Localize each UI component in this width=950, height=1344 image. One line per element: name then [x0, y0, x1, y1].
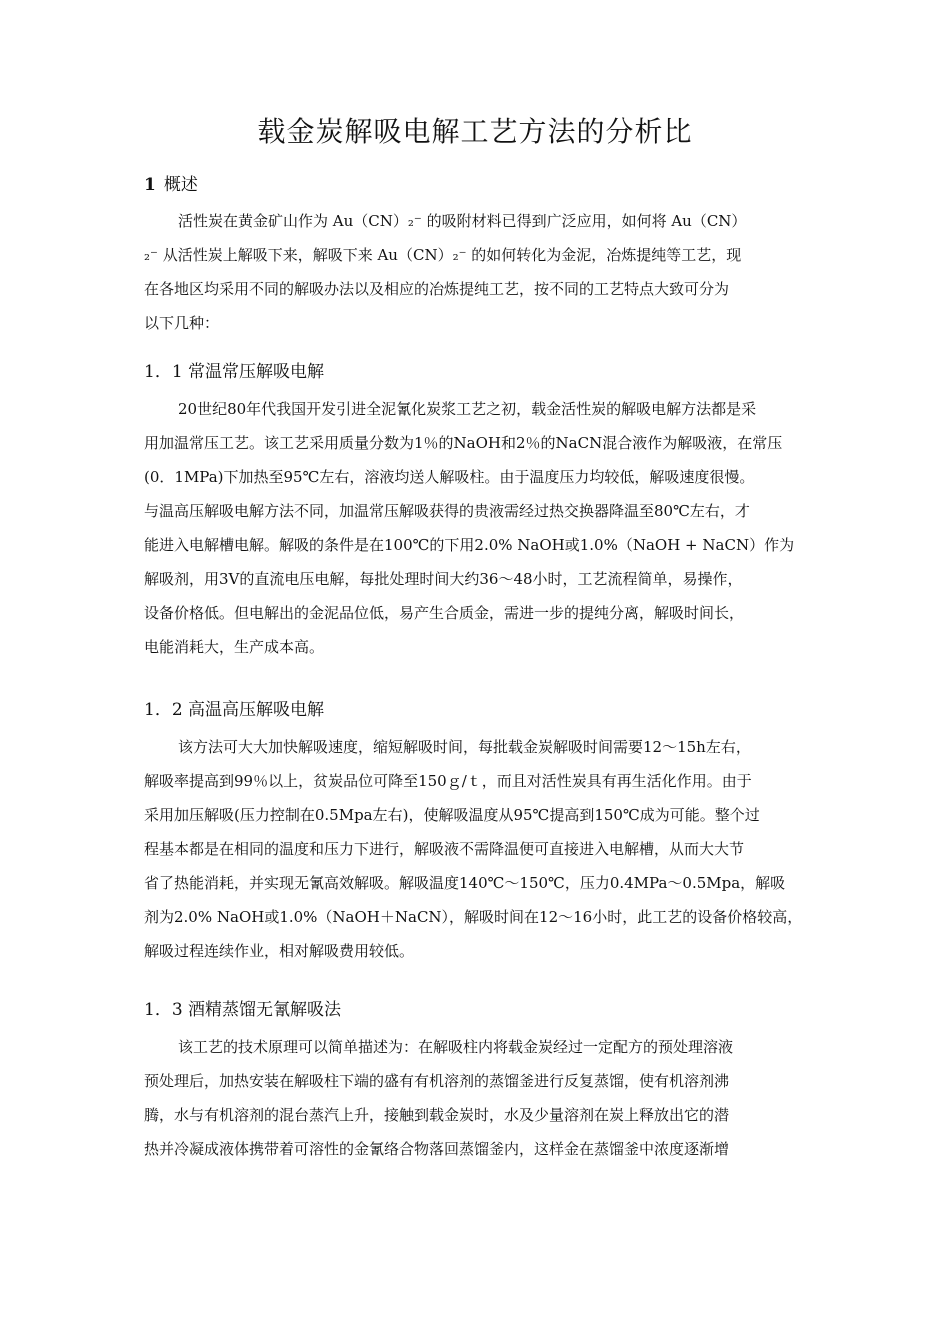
- document-title: 载金炭解吸电解工艺方法的分析比: [257, 115, 693, 148]
- text-line: 电能消耗大，生产成本高。: [144, 638, 325, 656]
- text-line: 该工艺的技术原理可以简单描述为：在解吸柱内将载金炭经过一定配方的预处理溶液: [178, 1038, 734, 1056]
- text-line: 腾，水与有机溶剂的混台蒸汽上升，接触到载金炭时，水及少量溶剂在炭上释放出它的潜: [144, 1106, 730, 1124]
- intro-paragraph: [144, 204, 808, 340]
- section-number: 1: [144, 175, 156, 195]
- text-line: 用加温常压工艺。该工艺采用质量分数为1％的NaOH和2％的NaCN混合液作为解吸液，在常压: [144, 434, 783, 452]
- text-line: 预处理后，加热安装在解吸柱下端的盛有有机溶剂的蒸馏釜进行反复蒸馏，使有机溶剂沸: [144, 1072, 730, 1090]
- paragraph-1-2: [144, 730, 808, 968]
- paragraph-1-1: [144, 392, 808, 664]
- text-line: 活性炭在黄金矿山作为 Au（CN）₂⁻ 的吸附材料已得到广泛应用，如何将 Au（CN）: [178, 212, 747, 230]
- text-line: 该方法可大大加快解吸速度，缩短解吸时间，每批载金炭解吸时间需要12～15h左右，: [178, 738, 751, 756]
- text-line: 剂为2.0% NaOH或1.0%（NaOH＋NaCN），解吸时间在12～16小时，此工艺的设备价格较高，: [144, 908, 803, 926]
- text-line: ₂⁻ 从活性炭上解吸下来，解吸下来 Au（CN）₂⁻ 的如何转化为金泥，冶炼提纯等工艺，现: [144, 246, 742, 264]
- text-line: 以下几种：: [144, 314, 220, 332]
- text-line: 解吸率提高到99％以上，贫炭品位可降至150ｇ/ｔ，而且对活性炭具有再生活化作用。由于: [144, 772, 752, 790]
- text-line: 解吸剂，用3V的直流电压电解，每批处理时间大约36～48小时，工艺流程简单，易操作，: [144, 570, 743, 588]
- text-line: 设备价格低。但电解出的金泥品位低，易产生合质金，需进一步的提纯分离，解吸时间长，: [144, 604, 745, 622]
- subsection-heading-1-2: 1．2 高温高压解吸电解: [144, 700, 325, 720]
- text-line: 20世纪80年代我国开发引进全泥氰化炭浆工艺之初，载金活性炭的解吸电解方法都是采: [178, 400, 757, 418]
- text-line: 与温高压解吸电解方法不同，加温常压解吸获得的贵液需经过热交换器降温至80℃左右，才: [144, 502, 750, 520]
- text-line: 热并冷凝成液体携带着可溶性的金氰络合物落回蒸馏釜内，这样金在蒸馏釜中浓度逐渐增: [144, 1140, 730, 1158]
- text-line: 在各地区均采用不同的解吸办法以及相应的冶炼提纯工艺，按不同的工艺特点大致可分为: [144, 280, 730, 298]
- section-heading-overview: [144, 170, 198, 195]
- section-title: 概述: [163, 175, 198, 195]
- text-line: 解吸过程连续作业，相对解吸费用较低。: [144, 942, 415, 960]
- paragraph-1-3: [144, 1030, 808, 1166]
- text-line: 程基本都是在相同的温度和压力下进行，解吸液不需降温便可直接进入电解槽，从而大大节: [144, 840, 745, 858]
- text-line: 省了热能消耗，并实现无氰高效解吸。解吸温度140℃～150℃，压力0.4MPa～0.5Mpa，解吸: [144, 874, 786, 892]
- text-line: (0．1MPa)下加热至95℃左右，溶液均送人解吸柱。由于温度压力均较低，解吸速度很慢。: [144, 468, 755, 486]
- subsection-heading-1-3: 1．3 酒精蒸馏无氰解吸法: [144, 1000, 342, 1020]
- text-line: 采用加压解吸(压力控制在0.5Mpa左右)，使解吸温度从95℃提高到150℃成为可能。整个过: [144, 806, 760, 824]
- subsection-heading-1-1: 1．1 常温常压解吸电解: [144, 362, 325, 382]
- text-line: 能进入电解槽电解。解吸的条件是在100℃的下用2.0% NaOH或1.0%（NaOH + NaCN）作为: [144, 536, 795, 554]
